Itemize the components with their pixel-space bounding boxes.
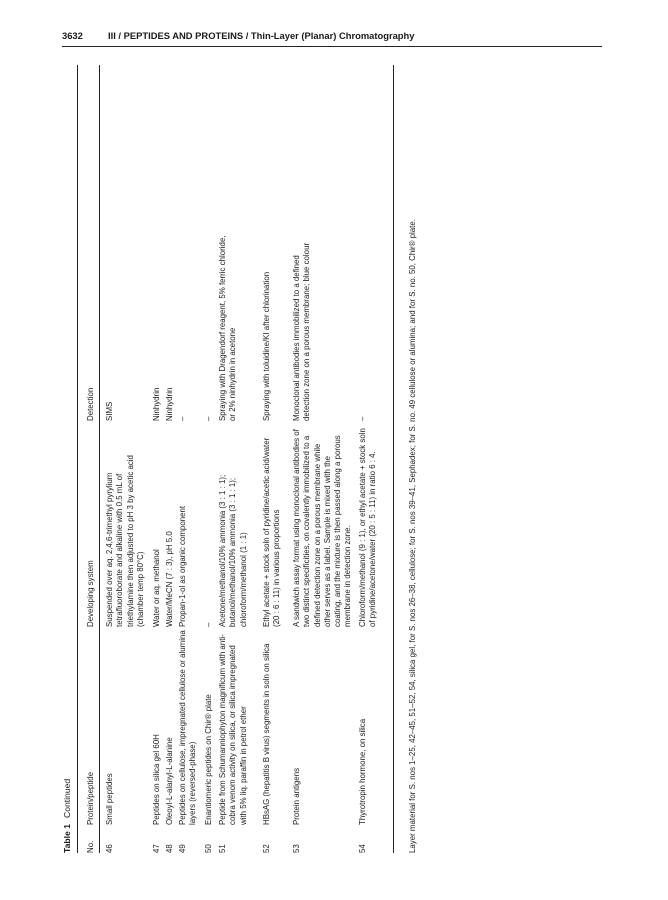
table-label: Table 1 [62, 824, 72, 853]
table-row [165, 65, 178, 853]
cell-protein: Peptides on silica gel 60H [152, 734, 161, 825]
cell-protein: Thyrotropin hormone, on silica [358, 718, 367, 825]
cell-developing: Water or aq. methanol [152, 549, 161, 627]
cell-developing: Suspended over aq. 2,4,6-trimethyl pyrylium tetrafluoroborate and alkaline with 0.5 mL of triethylamine then adjusted to pH 3 by acetic acid (chamber temp 80°C) [105, 455, 145, 627]
table-body [105, 65, 386, 853]
table-continued: Continued [62, 778, 72, 819]
cell-developing: Propan-1-ol as organic component [178, 505, 187, 627]
cell-protein: Peptides on cellulose, impregnated cellulose or alumina layers (reversed-phase) [178, 630, 198, 825]
cell-detection: Ninhydrin [152, 387, 161, 421]
table-row [152, 65, 165, 853]
cell-protein: Protein antigens [292, 767, 301, 825]
header-rule [62, 46, 602, 47]
cell-developing: Chloroform/methanol (9 : 1), or ethyl acetate + stock soln of pyridine/acetone/water (20 : 5 : 11) in ratio 6 : 4. [358, 428, 378, 627]
cell-no: 53 [292, 844, 301, 853]
column-header-no: No. [86, 840, 95, 853]
table-top-rule [77, 65, 78, 853]
table-caption [62, 779, 72, 853]
cell-no: 52 [262, 844, 271, 853]
cell-developing: – [204, 622, 213, 627]
table-bottom-rule [393, 65, 394, 853]
cell-detection: – [178, 416, 187, 421]
cell-protein: HBsAG (hepatitis B virus) segments in soln on silica [262, 643, 271, 825]
cell-detection: Monoclonal antibodies immobilized to a defined detection zone on a porous membrane; blue colour [292, 242, 312, 421]
cell-no: 48 [165, 844, 174, 853]
cell-no: 49 [178, 844, 187, 853]
column-header-protein: Protein/peptide [86, 771, 95, 825]
running-header [62, 30, 602, 44]
cell-protein: Peptide from Schumanniophyton magnificum with anti-cobra venom activity on silica, or silica impregnated with 5% liq. paraffin in petrol ether [218, 634, 248, 825]
rotated-table [62, 65, 444, 853]
cell-protein: Oleoyl-L-alanyl-L-alanine [165, 737, 174, 825]
running-title: III / PEPTIDES AND PROTEINS / Thin-Layer (Planar) Chromatography [108, 30, 415, 41]
table-row [292, 65, 358, 853]
table-row [178, 65, 204, 853]
cell-protein: Small peptides [105, 773, 114, 825]
page-number: 3632 [62, 30, 83, 41]
cell-detection: Spraying with Dragendorf reagent, 5% ferric chloride, or 2% ninhydrin in acetone [218, 235, 238, 421]
cell-no: 50 [204, 844, 213, 853]
cell-no: 51 [218, 844, 227, 853]
table-row [105, 65, 152, 853]
column-header-detection: Detection [86, 387, 95, 421]
cell-developing: A sandwich assay format using monoclonal antibodies of two distinct specificities, on covalently immobilized to a defined detection zone on a porous membrane while other serves as a label. Sample is mixed with the coating, and the mixture is then passed along a porous membrane in detection zone. [292, 429, 353, 627]
cell-no: 47 [152, 844, 161, 853]
cell-detection: – [358, 416, 367, 421]
cell-developing: Water/MeCN (7 : 3), pH 5.0 [165, 531, 174, 627]
cell-developing: Ethyl acetate + stock soln of pyridine/acetic acid/water (20 : 6 : 11) in various proportions [262, 437, 282, 627]
cell-detection: SIMS [105, 401, 114, 421]
cell-no: 54 [358, 844, 367, 853]
table-row [262, 65, 292, 853]
table-row [204, 65, 218, 853]
cell-developing: Acetone/methanol/10% ammonia (3 : 1 : 1); butanol/methanol/10% ammonia (3 : 1 : 1); chloroform/methanol (1 : 1) [218, 474, 248, 627]
table-row [218, 65, 262, 853]
column-header-developing: Developing system [86, 560, 95, 627]
cell-protein: Enantiomeric peptides on Chir® plate [204, 694, 213, 825]
cell-detection: – [204, 416, 213, 421]
table-header-rule [99, 65, 100, 853]
cell-detection: Ninhydrin [165, 387, 174, 421]
cell-detection: Spraying with toluidine/KI after chlorination [262, 271, 271, 421]
cell-no: 46 [105, 844, 114, 853]
table-footnote: Layer material for S. nos 1–25, 42–45, 51–52, 54, silica gel, for S. nos 26–38, cellulose; for S. nos 39–41, Sephadex; for S. no. 49 cellulose or alumina; and for S. no. 50, Chir® plate. [408, 219, 417, 853]
table-row [358, 65, 386, 853]
